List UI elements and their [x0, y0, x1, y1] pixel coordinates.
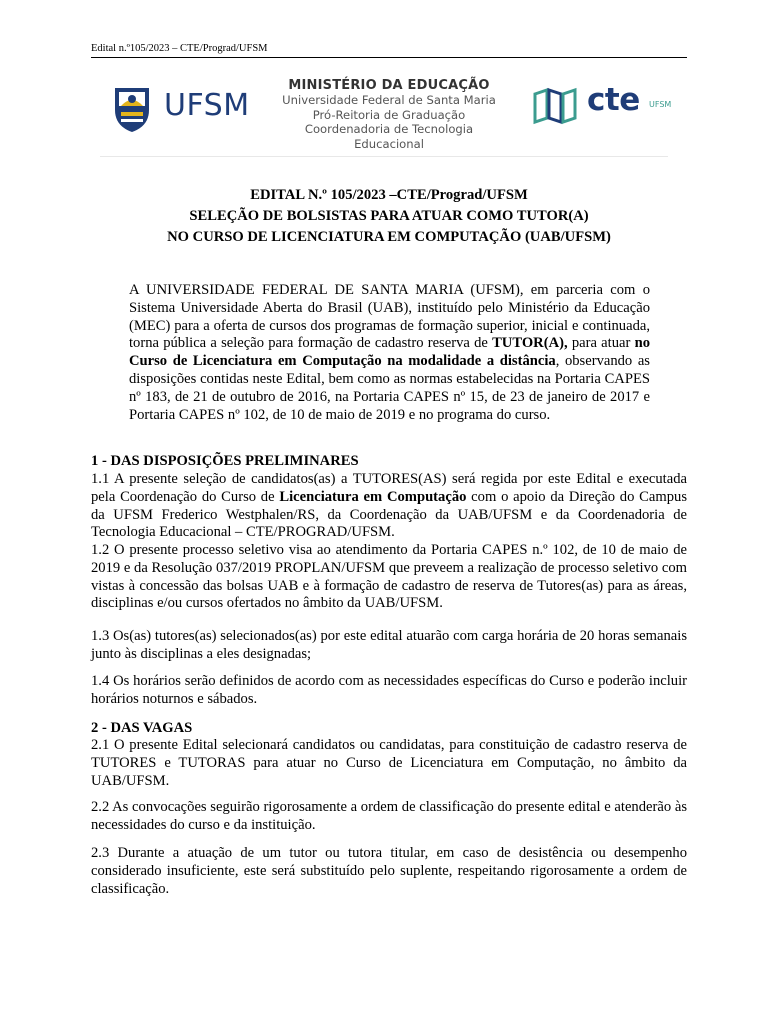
ministry-line: Universidade Federal de Santa Maria	[282, 93, 496, 107]
cte-book-icon	[531, 86, 581, 126]
title-line: EDITAL N.º 105/2023 –CTE/Prograd/UFSM	[250, 187, 528, 203]
intro-bold: TUTOR(A),	[492, 335, 568, 352]
paragraph-1-4: 1.4 Os horários serão definidos de acordo com as necessidades específicas do Curso e poderão incluir horários noturnos e sábados.	[91, 673, 687, 707]
paragraph-1-3: 1.3 Os(as) tutores(as) selecionados(as) por este edital atuarão com carga horária de 20 horas semanais junto às disciplinas a eles designadas;	[91, 628, 687, 662]
ufsm-crest-icon	[107, 82, 157, 134]
ministry-block	[269, 78, 509, 151]
section-heading: 2 - DAS VAGAS	[91, 720, 193, 736]
intro-text: , observando as disposições contidas neste Edital, bem como as normas estabelecidas na Portaria CAPES nº 183, de 21 de outubro de 2016, na Portaria CAPES nº 15, de 23 de janeiro de 2017 e Portaria CAPES nº 102, de 10 de maio de 2019 e no programa do curso.	[129, 353, 650, 423]
document-title	[91, 185, 687, 248]
title-line: SELEÇÃO DE BOLSISTAS PARA ATUAR COMO TUTOR(A)	[189, 208, 589, 224]
paragraph-text: 1.1 A presente seleção de candidatos(as) a TUTORES(AS) será regida por este Edital e executada pela Coordenação do Curso de	[91, 471, 687, 505]
intro-paragraph	[129, 282, 650, 424]
ministry-line: Pró-Reitoria de Graduação	[312, 107, 466, 122]
intro-text: A UNIVERSIDADE FEDERAL DE SANTA MARIA (UFSM), em parceria com o Sistema Universidade Aberta do Brasil (UAB), instituído pelo Ministério da Educação (MEC) para a oferta de cursos dos programas de formação superior, inicial e continuada, torna pública a seleção para formação de cadastro reserva de	[129, 282, 650, 352]
intro-bold: no Curso de Licenciatura em Computação na modalidade a distância	[129, 335, 650, 370]
cte-wordmark: cte	[587, 82, 640, 118]
ufsm-logo	[107, 82, 277, 134]
paragraph-bold: Licenciatura em Computação	[279, 488, 467, 505]
paragraph-2-1: 2.1 O presente Edital selecionará candidatos ou candidatas, para constituição de cadastro reserva de TUTORES e TUTORAS para atuar no Curso de Licenciatura em Computação, no âmbito da UAB/UFSM.	[91, 737, 687, 789]
cte-subtitle: UFSM	[649, 100, 672, 109]
ministry-title: MINISTÉRIO DA EDUCAÇÃO	[288, 78, 490, 93]
ministry-line: Coordenadoria de Tecnologia Educacional	[304, 122, 474, 151]
paragraph-1-2: 1.2 O presente processo seletivo visa ao atendimento da Portaria CAPES n.º 102, de 10 de maio de 2019 e da Resolução 037/2019 PROPLAN/UFSM que preveem a realização de processo seletivo com vistas à concessão das bolsas UAB e à formação de cadastro de reserva de Tutores(as) para as áreas, disciplinas e/ou cursos ofertados no âmbito da UAB/UFSM.	[91, 542, 687, 612]
institution-banner	[91, 66, 687, 156]
intro-text: para atuar	[567, 335, 635, 352]
paragraph-1-1	[91, 471, 687, 542]
ufsm-wordmark: UFSM	[164, 88, 250, 123]
title-line: NO CURSO DE LICENCIATURA EM COMPUTAÇÃO (UAB/UFSM)	[167, 229, 611, 245]
cte-logo	[531, 84, 681, 124]
paragraph-2-3: 2.3 Durante a atuação de um tutor ou tutora titular, em caso de desistência ou desempenho considerado insuficiente, este será substituído pelo suplente, respeitando rigorosamente a ordem de classificação.	[91, 845, 687, 897]
running-header: Edital n.º105/2023 – CTE/Prograd/UFSM	[91, 43, 268, 54]
section-heading: 1 - DAS DISPOSIÇÕES PRELIMINARES	[91, 453, 359, 469]
header-rule	[91, 57, 687, 58]
banner-divider	[100, 156, 668, 157]
paragraph-2-2: 2.2 As convocações seguirão rigorosamente a ordem de classificação do presente edital e atenderão às necessidades do curso e da instituição.	[91, 799, 687, 833]
paragraph-text: com o apoio da Direção do Campus da UFSM Frederico Westphalen/RS, da Coordenação da UAB/UFSM e da Coordenadoria de Tecnologia Educacional – CTE/PROGRAD/UFSM.	[91, 488, 687, 541]
